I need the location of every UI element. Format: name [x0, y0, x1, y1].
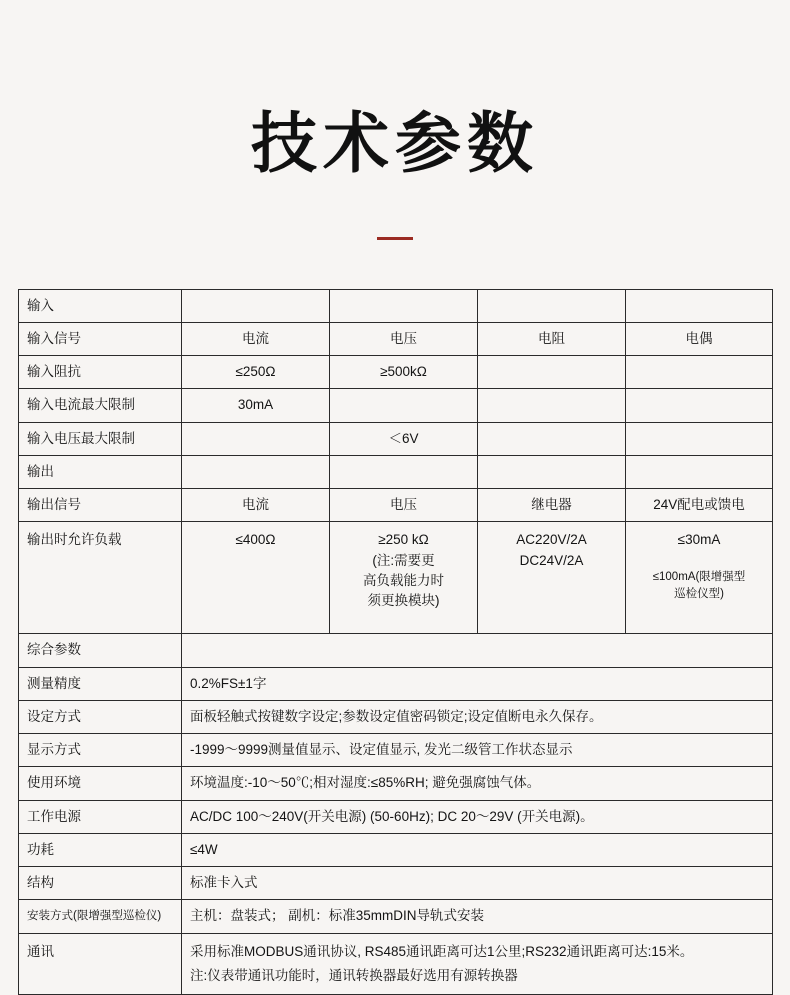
row-cell: 24V配电或馈电	[626, 489, 773, 522]
row-label: 显示方式	[19, 734, 182, 767]
row-cell: 电流	[182, 322, 330, 355]
row-cell: 电阻	[478, 322, 626, 355]
row-value: AC/DC 100～240V(开关电源) (50-60Hz); DC 20～29V (开关电源)。	[182, 800, 773, 833]
row-label: 输出信号	[19, 489, 182, 522]
row-label: 输入电压最大限制	[19, 422, 182, 455]
row-cell	[478, 422, 626, 455]
cell-line: 须更换模块)	[367, 593, 440, 609]
row-label: 综合参数	[19, 634, 182, 667]
table-row	[19, 389, 773, 422]
table-row	[19, 455, 773, 488]
table-row	[19, 900, 773, 933]
row-value: 0.2%FS±1字	[182, 667, 773, 700]
row-cell	[626, 356, 773, 389]
table-row	[19, 422, 773, 455]
row-label: 输入电流最大限制	[19, 389, 182, 422]
cell-line: AC220V/2A	[516, 532, 587, 548]
row-label: 设定方式	[19, 700, 182, 733]
row-cell	[626, 289, 773, 322]
table-row	[19, 522, 773, 634]
cell-line: ≥250 kΩ	[378, 532, 429, 548]
table-row	[19, 734, 773, 767]
row-cell	[182, 289, 330, 322]
row-cell	[626, 522, 773, 634]
title-divider	[377, 237, 413, 240]
cell-line: DC24V/2A	[519, 552, 584, 568]
table-row	[19, 356, 773, 389]
row-cell: 30mA	[182, 389, 330, 422]
table-row	[19, 933, 773, 995]
row-label: 输出时允许负载	[19, 522, 182, 634]
row-value: 主机：盘装式； 副机：标准35mmDIN导轨式安装	[182, 900, 773, 933]
row-label: 结构	[19, 867, 182, 900]
row-cell: ＜6V	[330, 422, 478, 455]
row-label: 输入信号	[19, 322, 182, 355]
row-cell: 电偶	[626, 322, 773, 355]
row-cell	[626, 389, 773, 422]
table-row	[19, 489, 773, 522]
row-cell	[330, 389, 478, 422]
cell-line: ≤400Ω	[235, 532, 276, 548]
row-cell: 电压	[330, 322, 478, 355]
table-row	[19, 700, 773, 733]
row-label: 通讯	[19, 933, 182, 995]
title-divider-wrap	[0, 227, 790, 245]
row-cell	[182, 455, 330, 488]
table-row	[19, 667, 773, 700]
spec-table	[18, 289, 773, 995]
value-line: 采用标准MODBUS通讯协议, RS485通讯距离可达1公里;RS232通讯距离可达:15米。	[190, 943, 694, 959]
table-row	[19, 322, 773, 355]
row-cell	[330, 455, 478, 488]
cell-line: ≤100mA(限增强型	[652, 570, 746, 583]
row-value: -1999～9999测量值显示、设定值显示, 发光二级管工作状态显示	[182, 734, 773, 767]
row-label: 安装方式(限增强型巡检仪)	[19, 900, 182, 933]
row-cell	[478, 289, 626, 322]
row-value: 环境温度:-10～50℃;相对湿度:≤85%RH; 避免强腐蚀气体。	[182, 767, 773, 800]
row-cell: ≥500kΩ	[330, 356, 478, 389]
row-label: 输入阻抗	[19, 356, 182, 389]
row-cell	[478, 455, 626, 488]
table-row	[19, 289, 773, 322]
row-label: 功耗	[19, 833, 182, 866]
row-cell: 电压	[330, 489, 478, 522]
row-value: ≤4W	[182, 833, 773, 866]
table-row	[19, 867, 773, 900]
row-cell	[626, 455, 773, 488]
cell-line: 高负载能力时	[363, 572, 444, 588]
row-cell	[478, 389, 626, 422]
row-cell: ≤250Ω	[182, 356, 330, 389]
cell-line: 巡检仪型)	[674, 587, 724, 600]
table-row	[19, 833, 773, 866]
row-label: 输入	[19, 289, 182, 322]
row-value: 标准卡入式	[182, 867, 773, 900]
page-title: 技术参数	[251, 105, 539, 182]
table-row	[19, 634, 773, 667]
row-cell	[478, 522, 626, 634]
cell-line: ≤30mA	[677, 532, 721, 548]
table-row	[19, 767, 773, 800]
cell-line	[634, 551, 764, 569]
row-label: 测量精度	[19, 667, 182, 700]
row-value: 面板轻触式按键数字设定;参数设定值密码锁定;设定值断电永久保存。	[182, 700, 773, 733]
cell-line: (注:需要更	[372, 552, 435, 568]
table-row	[19, 800, 773, 833]
row-cell	[182, 634, 773, 667]
row-cell	[182, 522, 330, 634]
row-cell	[626, 422, 773, 455]
row-cell	[330, 289, 478, 322]
row-cell	[330, 522, 478, 634]
row-label: 工作电源	[19, 800, 182, 833]
value-line: 注:仪表带通讯功能时，通讯转换器最好选用有源转换器	[190, 967, 518, 983]
row-cell: 电流	[182, 489, 330, 522]
row-label: 输出	[19, 455, 182, 488]
row-label: 使用环境	[19, 767, 182, 800]
row-value	[182, 933, 773, 995]
row-cell	[182, 422, 330, 455]
row-cell	[478, 356, 626, 389]
spec-table-wrap	[18, 289, 772, 995]
row-cell: 继电器	[478, 489, 626, 522]
